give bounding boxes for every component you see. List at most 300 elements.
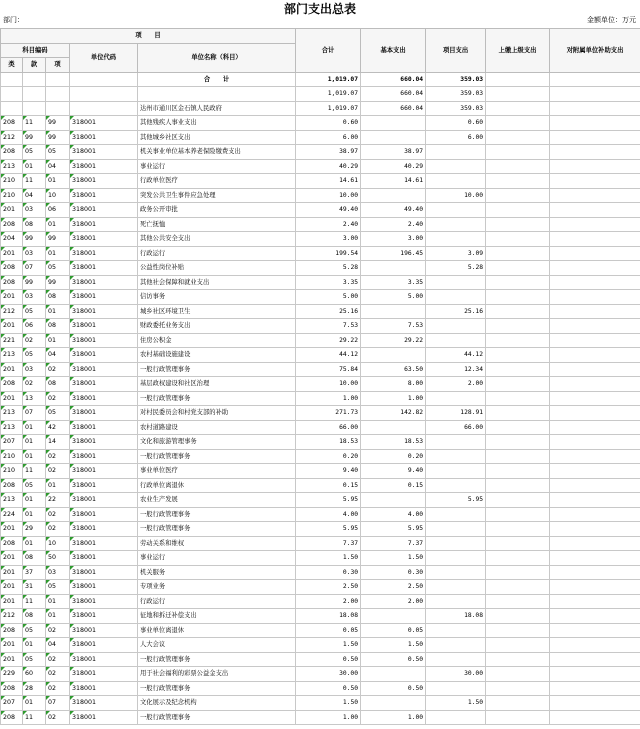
lei-cell: 207	[1, 696, 23, 711]
basic-cell: 3.00	[361, 232, 426, 247]
subsidy-cell	[550, 638, 640, 653]
subsidy-cell	[550, 478, 640, 493]
lei-cell: 208	[1, 217, 23, 232]
table-row	[1, 681, 640, 696]
basic-cell: 0.30	[361, 565, 426, 580]
unit-name-cell: 其他城乡社区支出	[138, 130, 296, 145]
unit-code-cell: 318001	[70, 217, 138, 232]
xiang-cell: 02	[46, 623, 70, 638]
header-unit-code: 单位代码	[70, 43, 138, 72]
total-cell: 14.61	[296, 174, 361, 189]
lei-cell: 201	[1, 638, 23, 653]
unit-code-cell: 318001	[70, 290, 138, 305]
subsidy-cell	[550, 536, 640, 551]
project-cell	[426, 681, 486, 696]
project-cell	[426, 145, 486, 160]
xiang-cell: 02	[46, 449, 70, 464]
basic-cell	[361, 667, 426, 682]
lei-cell: 201	[1, 551, 23, 566]
unit-code-cell: 318001	[70, 319, 138, 334]
upper-cell	[486, 710, 550, 725]
kuan-cell: 03	[23, 203, 46, 218]
subsidy-cell	[550, 594, 640, 609]
lei-cell	[1, 87, 23, 102]
total-cell: 0.05	[296, 623, 361, 638]
unit-code-cell: 318001	[70, 565, 138, 580]
project-cell	[426, 391, 486, 406]
upper-cell	[486, 565, 550, 580]
xiang-cell: 10	[46, 536, 70, 551]
lei-cell: 210	[1, 188, 23, 203]
subsidy-cell	[550, 203, 640, 218]
unit-name-cell: 农业生产发展	[138, 493, 296, 508]
table-row	[1, 333, 640, 348]
unit-name-cell: 用于社会福利的彩票公益金支出	[138, 667, 296, 682]
unit-code-cell: 318001	[70, 493, 138, 508]
header-project: 项 目	[1, 29, 296, 44]
basic-cell: 29.22	[361, 333, 426, 348]
project-cell	[426, 551, 486, 566]
subsidy-cell	[550, 319, 640, 334]
upper-cell	[486, 667, 550, 682]
basic-cell: 8.00	[361, 377, 426, 392]
kuan-cell: 01	[23, 536, 46, 551]
subsidy-cell	[550, 435, 640, 450]
total-cell: 2.40	[296, 217, 361, 232]
basic-cell	[361, 304, 426, 319]
total-cell: 75.84	[296, 362, 361, 377]
unit-code-cell: 318001	[70, 478, 138, 493]
xiang-cell: 04	[46, 159, 70, 174]
basic-cell	[361, 261, 426, 276]
kuan-cell: 05	[23, 145, 46, 160]
basic-cell: 9.40	[361, 464, 426, 479]
header-basic: 基本支出	[361, 29, 426, 73]
unit-code-cell: 318001	[70, 348, 138, 363]
project-cell	[426, 580, 486, 595]
total-cell: 6.00	[296, 130, 361, 145]
xiang-cell: 02	[46, 507, 70, 522]
lei-cell: 208	[1, 116, 23, 131]
kuan-cell: 11	[23, 710, 46, 725]
subsidy-cell	[550, 580, 640, 595]
xiang-cell: 99	[46, 232, 70, 247]
unit-name-cell: 机关事业单位基本养老保险缴费支出	[138, 145, 296, 160]
basic-cell: 660.04	[361, 87, 426, 102]
basic-cell	[361, 116, 426, 131]
xiang-cell: 02	[46, 362, 70, 377]
project-cell	[426, 275, 486, 290]
project-cell	[426, 623, 486, 638]
total-cell: 5.00	[296, 290, 361, 305]
table-row	[1, 203, 640, 218]
unit-code-cell: 318001	[70, 232, 138, 247]
lei-cell: 213	[1, 159, 23, 174]
basic-cell: 38.97	[361, 145, 426, 160]
lei-cell: 212	[1, 609, 23, 624]
subsidy-cell	[550, 391, 640, 406]
xiang-cell: 99	[46, 130, 70, 145]
subsidy-cell	[550, 275, 640, 290]
unit-code-cell: 318001	[70, 638, 138, 653]
basic-cell: 1.00	[361, 391, 426, 406]
unit-name-cell: 机关服务	[138, 565, 296, 580]
upper-cell	[486, 478, 550, 493]
xiang-cell: 02	[46, 681, 70, 696]
table-row	[1, 348, 640, 363]
upper-cell	[486, 203, 550, 218]
unit-name-cell: 行政单位医疗	[138, 174, 296, 189]
lei-cell: 213	[1, 493, 23, 508]
subsidy-cell	[550, 101, 640, 116]
unit-name-cell: 一般行政管理事务	[138, 681, 296, 696]
table-row	[1, 652, 640, 667]
xiang-cell: 05	[46, 145, 70, 160]
subsidy-cell	[550, 174, 640, 189]
upper-cell	[486, 232, 550, 247]
basic-cell: 0.20	[361, 449, 426, 464]
subsidy-cell	[550, 246, 640, 261]
basic-cell: 660.04	[361, 101, 426, 116]
upper-cell	[486, 681, 550, 696]
lei-cell: 201	[1, 652, 23, 667]
department-label: 部门：	[3, 16, 24, 24]
lei-cell: 201	[1, 391, 23, 406]
project-cell	[426, 522, 486, 537]
kuan-cell: 01	[23, 420, 46, 435]
xiang-cell: 08	[46, 290, 70, 305]
total-cell: 44.12	[296, 348, 361, 363]
unit-name-cell: 文化展示及纪念机构	[138, 696, 296, 711]
unit-name-cell: 公益性岗位补贴	[138, 261, 296, 276]
kuan-cell: 03	[23, 290, 46, 305]
lei-cell: 208	[1, 710, 23, 725]
upper-cell	[486, 333, 550, 348]
total-cell: 1,019.07	[296, 87, 361, 102]
unit-name-cell: 一般行政管理事务	[138, 391, 296, 406]
upper-cell	[486, 319, 550, 334]
total-cell: 1,019.07	[296, 72, 361, 87]
upper-cell	[486, 188, 550, 203]
project-cell: 128.91	[426, 406, 486, 421]
header-subject-code: 科目编码	[1, 43, 70, 58]
total-cell: 0.20	[296, 449, 361, 464]
project-cell	[426, 710, 486, 725]
xiang-cell: 02	[46, 667, 70, 682]
project-cell: 359.03	[426, 87, 486, 102]
table-row	[1, 449, 640, 464]
kuan-cell: 02	[23, 377, 46, 392]
basic-cell: 1.00	[361, 710, 426, 725]
lei-cell: 212	[1, 130, 23, 145]
unit-name-cell: 事业运行	[138, 551, 296, 566]
kuan-cell: 99	[23, 130, 46, 145]
kuan-cell: 01	[23, 493, 46, 508]
unit-code-cell: 318001	[70, 681, 138, 696]
basic-cell	[361, 130, 426, 145]
kuan-cell: 05	[23, 478, 46, 493]
table-row	[1, 420, 640, 435]
kuan-cell: 99	[23, 275, 46, 290]
upper-cell	[486, 261, 550, 276]
project-cell: 18.08	[426, 609, 486, 624]
project-cell: 30.00	[426, 667, 486, 682]
table-row	[1, 594, 640, 609]
project-cell: 44.12	[426, 348, 486, 363]
table-row	[1, 522, 640, 537]
table-row	[1, 319, 640, 334]
lei-cell: 208	[1, 261, 23, 276]
unit-code-cell	[70, 72, 138, 87]
subsidy-cell	[550, 493, 640, 508]
project-cell	[426, 536, 486, 551]
upper-cell	[486, 420, 550, 435]
unit-name-cell: 一般行政管理事务	[138, 362, 296, 377]
unit-code-cell: 318001	[70, 464, 138, 479]
kuan-cell: 28	[23, 681, 46, 696]
upper-cell	[486, 551, 550, 566]
subsidy-cell	[550, 116, 640, 131]
upper-cell	[486, 304, 550, 319]
upper-cell	[486, 652, 550, 667]
total-cell: 0.30	[296, 565, 361, 580]
lei-cell: 207	[1, 435, 23, 450]
xiang-cell: 04	[46, 638, 70, 653]
header-unit-name: 单位名称（科目）	[138, 43, 296, 72]
project-cell: 359.03	[426, 101, 486, 116]
table-row	[1, 667, 640, 682]
unit-name-cell: 财政委托业务支出	[138, 319, 296, 334]
total-cell: 2.00	[296, 594, 361, 609]
upper-cell	[486, 507, 550, 522]
unit-name-cell: 基层政权建设和社区治理	[138, 377, 296, 392]
subsidy-cell	[550, 377, 640, 392]
subsidy-cell	[550, 696, 640, 711]
unit-code-cell: 318001	[70, 188, 138, 203]
table-row	[1, 478, 640, 493]
subsidy-cell	[550, 449, 640, 464]
unit-code-cell: 318001	[70, 667, 138, 682]
project-cell	[426, 319, 486, 334]
lei-cell: 213	[1, 406, 23, 421]
upper-cell	[486, 130, 550, 145]
unit-name-cell: 行政运行	[138, 246, 296, 261]
basic-cell: 660.04	[361, 72, 426, 87]
lei-cell: 208	[1, 536, 23, 551]
total-cell: 3.00	[296, 232, 361, 247]
basic-cell: 0.50	[361, 652, 426, 667]
lei-cell: 208	[1, 478, 23, 493]
basic-cell: 2.50	[361, 580, 426, 595]
subsidy-cell	[550, 362, 640, 377]
lei-cell: 208	[1, 681, 23, 696]
xiang-cell: 05	[46, 580, 70, 595]
upper-cell	[486, 275, 550, 290]
basic-cell	[361, 493, 426, 508]
kuan-cell	[23, 101, 46, 116]
xiang-cell: 02	[46, 464, 70, 479]
unit-name-cell: 一般行政管理事务	[138, 652, 296, 667]
xiang-cell: 01	[46, 478, 70, 493]
kuan-cell: 04	[23, 188, 46, 203]
unit-name-cell: 其他公共安全支出	[138, 232, 296, 247]
basic-cell: 40.29	[361, 159, 426, 174]
lei-cell: 201	[1, 246, 23, 261]
upper-cell	[486, 87, 550, 102]
kuan-cell: 37	[23, 565, 46, 580]
unit-name-cell: 征地和拆迁补偿支出	[138, 609, 296, 624]
basic-cell: 142.82	[361, 406, 426, 421]
upper-cell	[486, 101, 550, 116]
subsidy-cell	[550, 652, 640, 667]
subsidy-cell	[550, 565, 640, 580]
subsidy-cell	[550, 507, 640, 522]
table-row	[1, 174, 640, 189]
upper-cell	[486, 609, 550, 624]
basic-cell: 7.53	[361, 319, 426, 334]
upper-cell	[486, 580, 550, 595]
project-cell	[426, 464, 486, 479]
lei-cell: 210	[1, 449, 23, 464]
project-cell	[426, 638, 486, 653]
subsidy-cell	[550, 420, 640, 435]
kuan-cell: 13	[23, 391, 46, 406]
total-cell: 3.35	[296, 275, 361, 290]
kuan-cell: 31	[23, 580, 46, 595]
lei-cell: 201	[1, 565, 23, 580]
project-cell	[426, 217, 486, 232]
project-cell: 1.50	[426, 696, 486, 711]
kuan-cell: 05	[23, 652, 46, 667]
unit-name-cell: 突发公共卫生事件应急处理	[138, 188, 296, 203]
xiang-cell: 42	[46, 420, 70, 435]
unit-code-cell: 318001	[70, 362, 138, 377]
xiang-cell	[46, 87, 70, 102]
table-row	[1, 507, 640, 522]
subsidy-cell	[550, 522, 640, 537]
subsidy-cell	[550, 188, 640, 203]
kuan-cell: 05	[23, 623, 46, 638]
lei-cell: 204	[1, 232, 23, 247]
xiang-cell: 08	[46, 319, 70, 334]
kuan-cell: 07	[23, 261, 46, 276]
upper-cell	[486, 464, 550, 479]
unit-code-cell: 318001	[70, 580, 138, 595]
subsidy-cell	[550, 667, 640, 682]
table-row	[1, 493, 640, 508]
xiang-cell: 01	[46, 333, 70, 348]
subsidy-cell	[550, 348, 640, 363]
total-cell: 25.16	[296, 304, 361, 319]
project-cell	[426, 449, 486, 464]
basic-cell: 196.45	[361, 246, 426, 261]
lei-cell: 208	[1, 275, 23, 290]
lei-cell: 201	[1, 522, 23, 537]
lei-cell	[1, 101, 23, 116]
lei-cell: 201	[1, 580, 23, 595]
summary-row	[1, 101, 640, 116]
table-row	[1, 565, 640, 580]
kuan-cell: 01	[23, 435, 46, 450]
kuan-cell: 29	[23, 522, 46, 537]
kuan-cell: 01	[23, 159, 46, 174]
total-cell: 40.29	[296, 159, 361, 174]
kuan-cell: 99	[23, 232, 46, 247]
unit-name-cell: 人大会议	[138, 638, 296, 653]
project-cell	[426, 333, 486, 348]
basic-cell: 4.00	[361, 507, 426, 522]
project-cell	[426, 507, 486, 522]
xiang-cell: 02	[46, 652, 70, 667]
total-cell: 1.50	[296, 551, 361, 566]
lei-cell: 208	[1, 145, 23, 160]
unit-name-cell: 对村民委员会和村党支部的补助	[138, 406, 296, 421]
kuan-cell: 03	[23, 362, 46, 377]
total-cell: 4.00	[296, 507, 361, 522]
lei-cell: 224	[1, 507, 23, 522]
table-row	[1, 406, 640, 421]
total-cell: 199.54	[296, 246, 361, 261]
xiang-cell: 01	[46, 594, 70, 609]
upper-cell	[486, 536, 550, 551]
xiang-cell: 14	[46, 435, 70, 450]
table-row	[1, 159, 640, 174]
total-cell: 66.00	[296, 420, 361, 435]
xiang-cell: 99	[46, 116, 70, 131]
unit-code-cell: 318001	[70, 406, 138, 421]
project-cell: 5.28	[426, 261, 486, 276]
amount-unit-label: 金额单位：万元	[587, 16, 636, 24]
total-cell: 9.40	[296, 464, 361, 479]
table-row	[1, 130, 640, 145]
unit-name-cell: 行政运行	[138, 594, 296, 609]
total-cell: 2.50	[296, 580, 361, 595]
total-cell: 18.08	[296, 609, 361, 624]
upper-cell	[486, 116, 550, 131]
upper-cell	[486, 217, 550, 232]
lei-cell: 229	[1, 667, 23, 682]
subsidy-cell	[550, 232, 640, 247]
unit-code-cell: 318001	[70, 377, 138, 392]
project-cell: 3.09	[426, 246, 486, 261]
unit-code-cell: 318001	[70, 333, 138, 348]
table-row	[1, 435, 640, 450]
project-cell: 2.00	[426, 377, 486, 392]
kuan-cell: 01	[23, 449, 46, 464]
unit-code-cell: 318001	[70, 623, 138, 638]
project-cell	[426, 203, 486, 218]
upper-cell	[486, 594, 550, 609]
lei-cell: 201	[1, 319, 23, 334]
unit-name-cell: 其他社会保障和就业支出	[138, 275, 296, 290]
basic-cell: 5.95	[361, 522, 426, 537]
unit-name-cell: 农村基础设施建设	[138, 348, 296, 363]
total-cell: 5.95	[296, 493, 361, 508]
table-row	[1, 623, 640, 638]
summary-row	[1, 87, 640, 102]
subsidy-cell	[550, 406, 640, 421]
upper-cell	[486, 696, 550, 711]
project-cell: 0.60	[426, 116, 486, 131]
unit-name-cell: 农村道路建设	[138, 420, 296, 435]
xiang-cell: 03	[46, 565, 70, 580]
upper-cell	[486, 493, 550, 508]
expenditure-table	[0, 28, 640, 725]
total-cell: 1.00	[296, 710, 361, 725]
upper-cell	[486, 638, 550, 653]
basic-cell: 2.00	[361, 594, 426, 609]
xiang-cell: 05	[46, 261, 70, 276]
